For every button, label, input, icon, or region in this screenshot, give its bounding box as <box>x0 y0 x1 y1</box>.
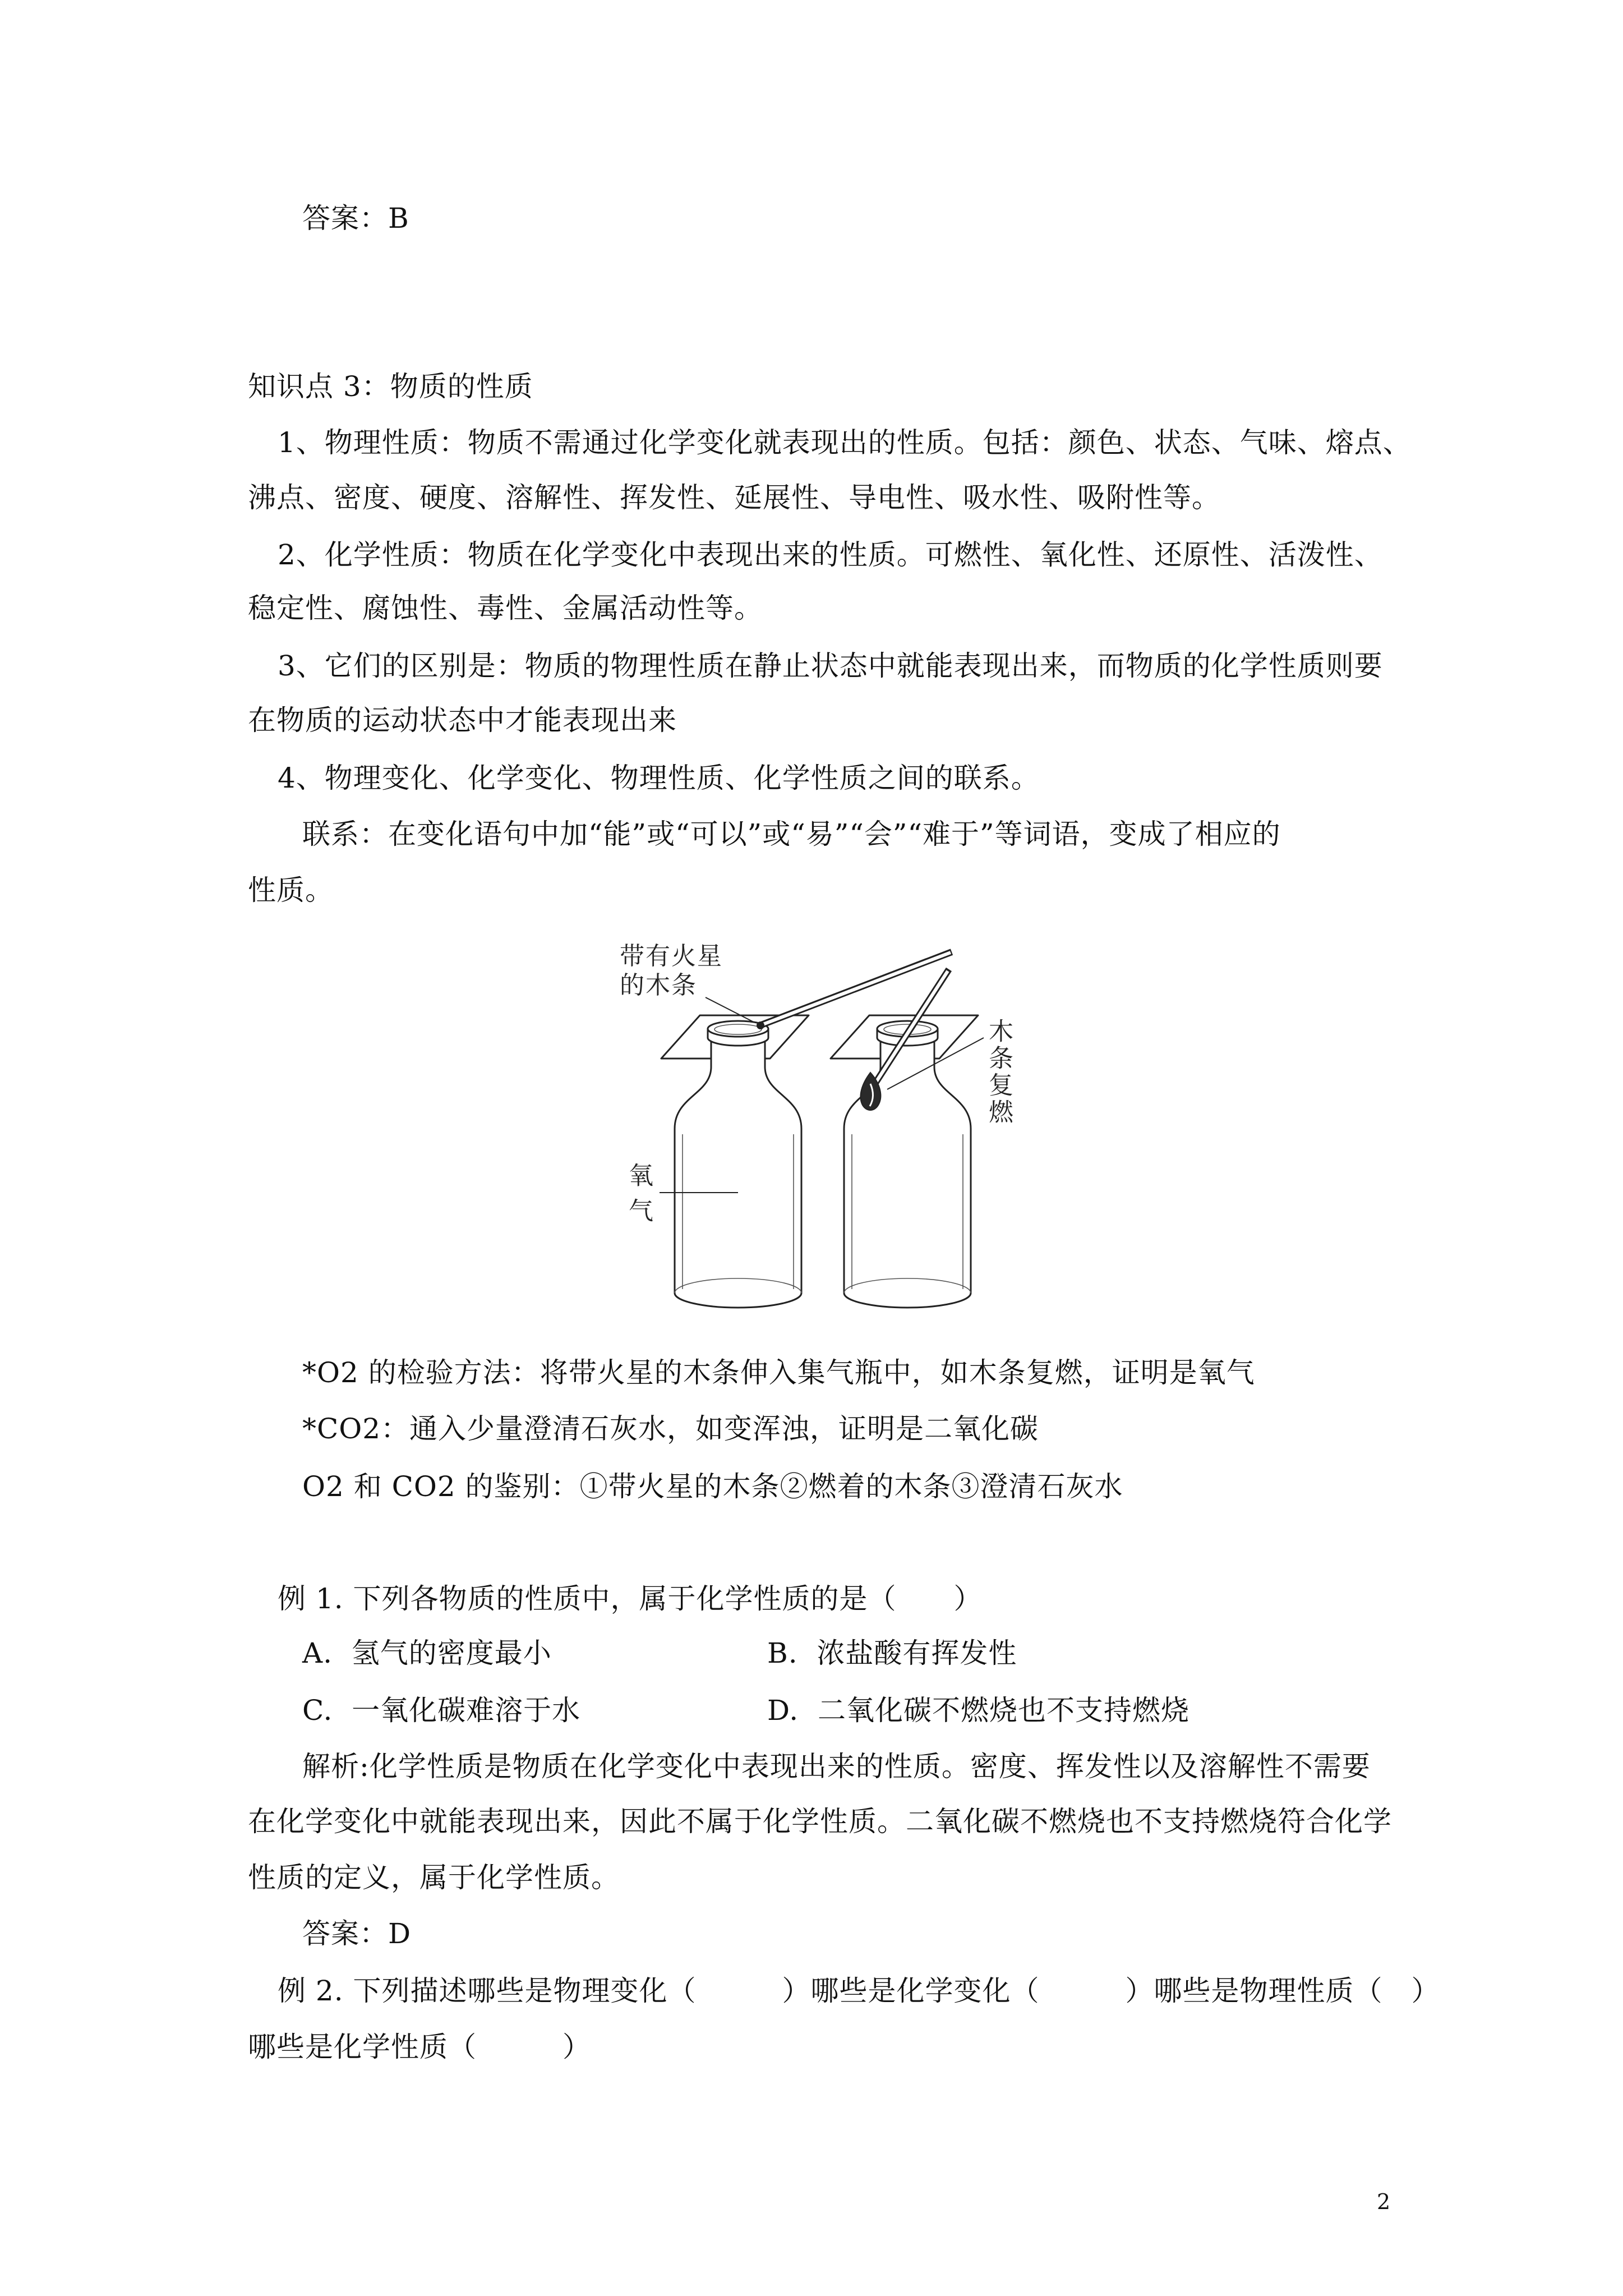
o2-test-method: *O2 的检验方法：将带火星的木条伸入集气瓶中，如木条复燃，证明是氧气 <box>302 1356 1255 1389</box>
example-2-question-line-2: 哪些是化学性质（ ） <box>248 2031 591 2063</box>
example-1-analysis-line-3: 性质的定义，属于化学性质。 <box>248 1861 620 1894</box>
gas-jar-right-body <box>844 1040 971 1308</box>
physical-property-line-2: 沸点、密度、硬度、溶解性、挥发性、延展性、导电性、吸水性、吸附性等。 <box>248 481 1220 514</box>
relation-line-1: 联系：在变化语句中加“能”或“可以”或“易”“会”“难于”等词语，变成了相应的 <box>302 818 1281 850</box>
chemical-property-line-2: 稳定性、腐蚀性、毒性、金属活动性等。 <box>248 592 763 624</box>
chemical-property-line-1: 2、化学性质：物质在化学变化中表现出来的性质。可燃性、氧化性、还原性、活泼性、 <box>278 539 1383 571</box>
difference-line-2: 在物质的运动状态中才能表现出来 <box>248 704 677 737</box>
example-1-analysis-line-1: 解析:化学性质是物质在化学变化中表现出来的性质。密度、挥发性以及溶解性不需要 <box>302 1750 1371 1783</box>
answer-1: 答案：B <box>302 202 409 234</box>
co2-test-method: *CO2：通入少量澄清石灰水，如变浑浊，证明是二氧化碳 <box>302 1412 1039 1445</box>
gas-jar-left-body <box>675 1040 801 1308</box>
physical-property-line-1: 1、物理性质：物质不需通过化学变化就表现出的性质。包括：颜色、状态、气味、熔点、 <box>278 426 1412 459</box>
splint-label-line-1: 带有火星 <box>620 942 723 970</box>
page-number: 2 <box>1377 2189 1391 2214</box>
difference-line-1: 3、它们的区别是：物质的物理性质在静止状态中就能表现出来，而物质的化学性质则要 <box>278 650 1383 682</box>
relation-heading: 4、物理变化、化学变化、物理性质、化学性质之间的联系。 <box>278 762 1040 794</box>
splint-label-line-2: 的木条 <box>620 971 697 1000</box>
oxygen-test-figure <box>611 926 1026 1324</box>
o2-co2-identification: O2 和 CO2 的鉴别：①带火星的木条②燃着的木条③澄清石灰水 <box>302 1470 1123 1503</box>
example-1-analysis-line-2: 在化学变化中就能表现出来，因此不属于化学性质。二氧化碳不燃烧也不支持燃烧符合化学 <box>248 1805 1392 1838</box>
example-1-option-c: C. 一氧化碳难溶于水 <box>302 1694 581 1727</box>
example-2-question-line-1: 例 2. 下列描述哪些是物理变化（ ）哪些是化学变化（ ）哪些是物理性质（ ） <box>278 1975 1440 2007</box>
oxygen-label: 氧气 <box>624 1162 653 1233</box>
splint-ember-icon <box>757 1022 764 1029</box>
relation-line-2: 性质。 <box>248 874 334 907</box>
example-1-option-d: D. 二氧化碳不燃烧也不支持燃烧 <box>767 1694 1189 1727</box>
example-1-option-a: A. 氢气的密度最小 <box>302 1637 552 1669</box>
example-1-question: 例 1. 下列各物质的性质中，属于化学性质的是（ ） <box>278 1582 983 1615</box>
example-1-option-b: B. 浓盐酸有挥发性 <box>767 1637 1017 1669</box>
example-1-answer: 答案：D <box>302 1917 412 1950</box>
relight-label: 木条复燃 <box>984 1018 1013 1126</box>
section-title: 知识点 3：物质的性质 <box>248 370 533 403</box>
